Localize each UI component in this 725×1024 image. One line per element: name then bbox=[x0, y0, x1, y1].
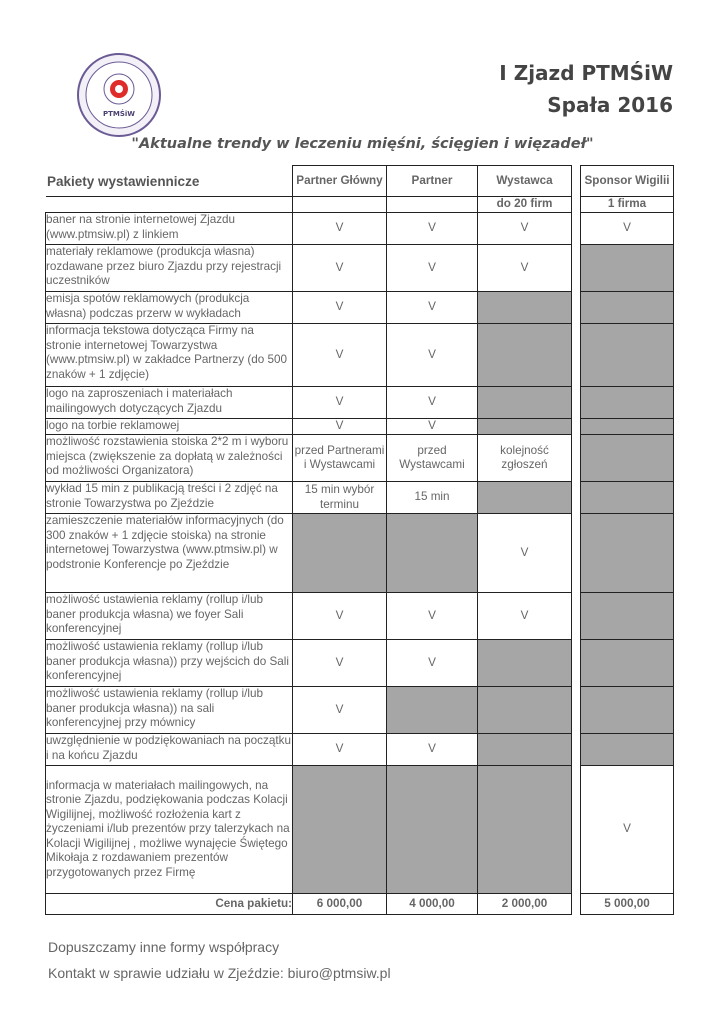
value-cell: V bbox=[293, 324, 387, 387]
ptmsiw-logo bbox=[77, 53, 161, 137]
row-description: logo na zaproszeniach i materiałach mailingowych dotyczących Zjazdu bbox=[46, 387, 293, 419]
row-description: emisja spotów reklamowych (produkcja własna) podczas przerw w wykładach bbox=[46, 292, 293, 324]
shaded-cell bbox=[581, 292, 674, 324]
row-description: możliwość ustawienia reklamy (rollup i/lub baner produkcja własna)) przy wejścich do Sali konferencyjnej bbox=[46, 640, 293, 687]
value-cell: V bbox=[581, 213, 674, 245]
value-cell: 15 min bbox=[387, 482, 478, 514]
row-description: baner na stronie internetowej Zjazdu (www.ptmsiw.pl) z linkiem bbox=[46, 213, 293, 245]
row-description: logo na torbie reklamowej bbox=[46, 419, 293, 435]
row-description: możliwość rozstawienia stoiska 2*2 m i wyboru miejsca (zwiększenie za dopłatą w zależności od możliwości Organizatora) bbox=[46, 435, 293, 482]
table-row bbox=[46, 766, 674, 894]
price-partner: 4 000,00 bbox=[387, 894, 478, 915]
shaded-cell bbox=[581, 593, 674, 640]
row-description: możliwość ustawienia reklamy (rollup i/lub baner produkcja własna) we foyer Sali konferencyjnej bbox=[46, 593, 293, 640]
row-description: informacja w materiałach mailingowych, na stronie Zjazdu, podziękowania podczas Kolacji Wigilijnej, możliwość rozłożenia kart z życzeniami i/lub prezentów przy talerzykach na Kolacji Wigilijnej , możliwe wynajęcie Świętego Mikołaja z rozdawaniem prezentów przygotowanych przez Firmę bbox=[46, 766, 293, 894]
table-row bbox=[46, 734, 674, 766]
packages-table bbox=[45, 165, 674, 915]
packages-heading: Pakiety wystawiennicze bbox=[47, 174, 200, 189]
shaded-cell bbox=[478, 482, 572, 514]
table-row bbox=[46, 419, 674, 435]
value-cell: V bbox=[293, 419, 387, 435]
table-row bbox=[46, 687, 674, 734]
value-cell: V bbox=[387, 640, 478, 687]
row-description: możliwość ustawienia reklamy (rollup i/lub baner produkcja własna)) na sali konferencyjnej przy mównicy bbox=[46, 687, 293, 734]
value-cell: 15 min wybór terminu bbox=[293, 482, 387, 514]
col-header-sponsor-wigilii: Sponsor Wigilii bbox=[581, 166, 674, 197]
row-description: uwzględnienie w podziękowaniach na początku i na końcu Zjazdu bbox=[46, 734, 293, 766]
value-cell: V bbox=[387, 734, 478, 766]
value-cell: V bbox=[293, 387, 387, 419]
value-cell: V bbox=[387, 213, 478, 245]
shaded-cell bbox=[581, 419, 674, 435]
value-cell: V bbox=[293, 245, 387, 292]
event-title-block bbox=[499, 57, 673, 121]
table-row bbox=[46, 387, 674, 419]
row-description: zamieszczenie materiałów informacyjnych (do 300 znaków + 1 zdjęcie stoiska) na stronie internetowej Towarzystwa (www.ptmsiw.pl) w podstronie Konferencje po Zjeździe bbox=[46, 514, 293, 593]
shaded-cell bbox=[581, 687, 674, 734]
value-cell: przed Partnerami i Wystawcami bbox=[293, 435, 387, 482]
shaded-cell bbox=[478, 419, 572, 435]
value-cell: V bbox=[478, 213, 572, 245]
row-description: informacja tekstowa dotycząca Firmy na stronie internetowej Towarzystwa (www.ptmsiw.pl) w zakładce Partnerzy (do 500 znaków + 1 zdjęcie) bbox=[46, 324, 293, 387]
price-wystawca: 2 000,00 bbox=[478, 894, 572, 915]
value-cell: V bbox=[293, 292, 387, 324]
logo-text: PTMŚiW bbox=[102, 110, 136, 118]
shaded-cell bbox=[478, 640, 572, 687]
shaded-cell bbox=[387, 766, 478, 894]
shaded-cell bbox=[581, 324, 674, 387]
shaded-cell bbox=[581, 640, 674, 687]
table-row bbox=[46, 213, 674, 245]
value-cell: V bbox=[478, 514, 572, 593]
shaded-cell bbox=[478, 387, 572, 419]
limit-cell bbox=[293, 197, 387, 213]
row-description: materiały reklamowe (produkcja własna) rozdawane przez biuro Zjazdu przy rejestracji uczestników bbox=[46, 245, 293, 292]
table-row bbox=[46, 292, 674, 324]
shaded-cell bbox=[387, 514, 478, 593]
table-row bbox=[46, 482, 674, 514]
col-header-wystawca: Wystawca bbox=[478, 166, 572, 197]
limit-cell: 1 firma bbox=[581, 197, 674, 213]
event-theme: "Aktualne trendy w leczeniu mięśni, ścięgien i więzadeł" bbox=[131, 136, 594, 152]
shaded-cell bbox=[293, 514, 387, 593]
table-row bbox=[46, 435, 674, 482]
shaded-cell bbox=[581, 435, 674, 482]
event-subtitle: Spała 2016 bbox=[547, 93, 673, 117]
table-row bbox=[46, 640, 674, 687]
value-cell: V bbox=[387, 292, 478, 324]
table-row bbox=[46, 593, 674, 640]
value-cell: V bbox=[387, 245, 478, 292]
col-header-partner-glowny: Partner Główny bbox=[293, 166, 387, 197]
shaded-cell bbox=[478, 292, 572, 324]
shaded-cell bbox=[581, 514, 674, 593]
shaded-cell bbox=[293, 766, 387, 894]
table-row bbox=[46, 245, 674, 292]
col-header-partner: Partner bbox=[387, 166, 478, 197]
limit-cell: do 20 firm bbox=[478, 197, 572, 213]
value-cell: V bbox=[478, 593, 572, 640]
value-cell: V bbox=[387, 593, 478, 640]
value-cell: V bbox=[387, 419, 478, 435]
value-cell: V bbox=[293, 213, 387, 245]
price-row bbox=[46, 894, 674, 915]
value-cell: V bbox=[293, 687, 387, 734]
value-cell: V bbox=[387, 324, 478, 387]
value-cell: V bbox=[478, 245, 572, 292]
value-cell: V bbox=[293, 640, 387, 687]
value-cell: V bbox=[293, 734, 387, 766]
shaded-cell bbox=[478, 687, 572, 734]
event-title: I Zjazd PTMŚiW bbox=[499, 61, 673, 85]
heading-cell bbox=[46, 166, 293, 197]
shaded-cell bbox=[478, 766, 572, 894]
value-cell: kolejność zgłoszeń bbox=[478, 435, 572, 482]
price-sponsor-wigilii: 5 000,00 bbox=[581, 894, 674, 915]
footer-contact: Kontakt w sprawie udziału w Zjeździe: biuro@ptmsiw.pl bbox=[48, 965, 391, 981]
shaded-cell bbox=[387, 687, 478, 734]
shaded-cell bbox=[478, 734, 572, 766]
value-cell: V bbox=[581, 766, 674, 894]
row-description: wykład 15 min z publikacją treści i 2 zdjęć na stronie Towarzystwa po Zjeździe bbox=[46, 482, 293, 514]
table-row bbox=[46, 514, 674, 593]
shaded-cell bbox=[478, 324, 572, 387]
shaded-cell bbox=[581, 734, 674, 766]
value-cell: V bbox=[387, 387, 478, 419]
value-cell: V bbox=[293, 593, 387, 640]
shaded-cell bbox=[581, 482, 674, 514]
shaded-cell bbox=[581, 245, 674, 292]
limit-cell bbox=[387, 197, 478, 213]
table-row bbox=[46, 324, 674, 387]
price-partner-glowny: 6 000,00 bbox=[293, 894, 387, 915]
footer-note: Dopuszczamy inne formy współpracy bbox=[48, 939, 280, 955]
shaded-cell bbox=[581, 387, 674, 419]
value-cell: przed Wystawcami bbox=[387, 435, 478, 482]
price-label: Cena pakietu: bbox=[46, 894, 293, 915]
